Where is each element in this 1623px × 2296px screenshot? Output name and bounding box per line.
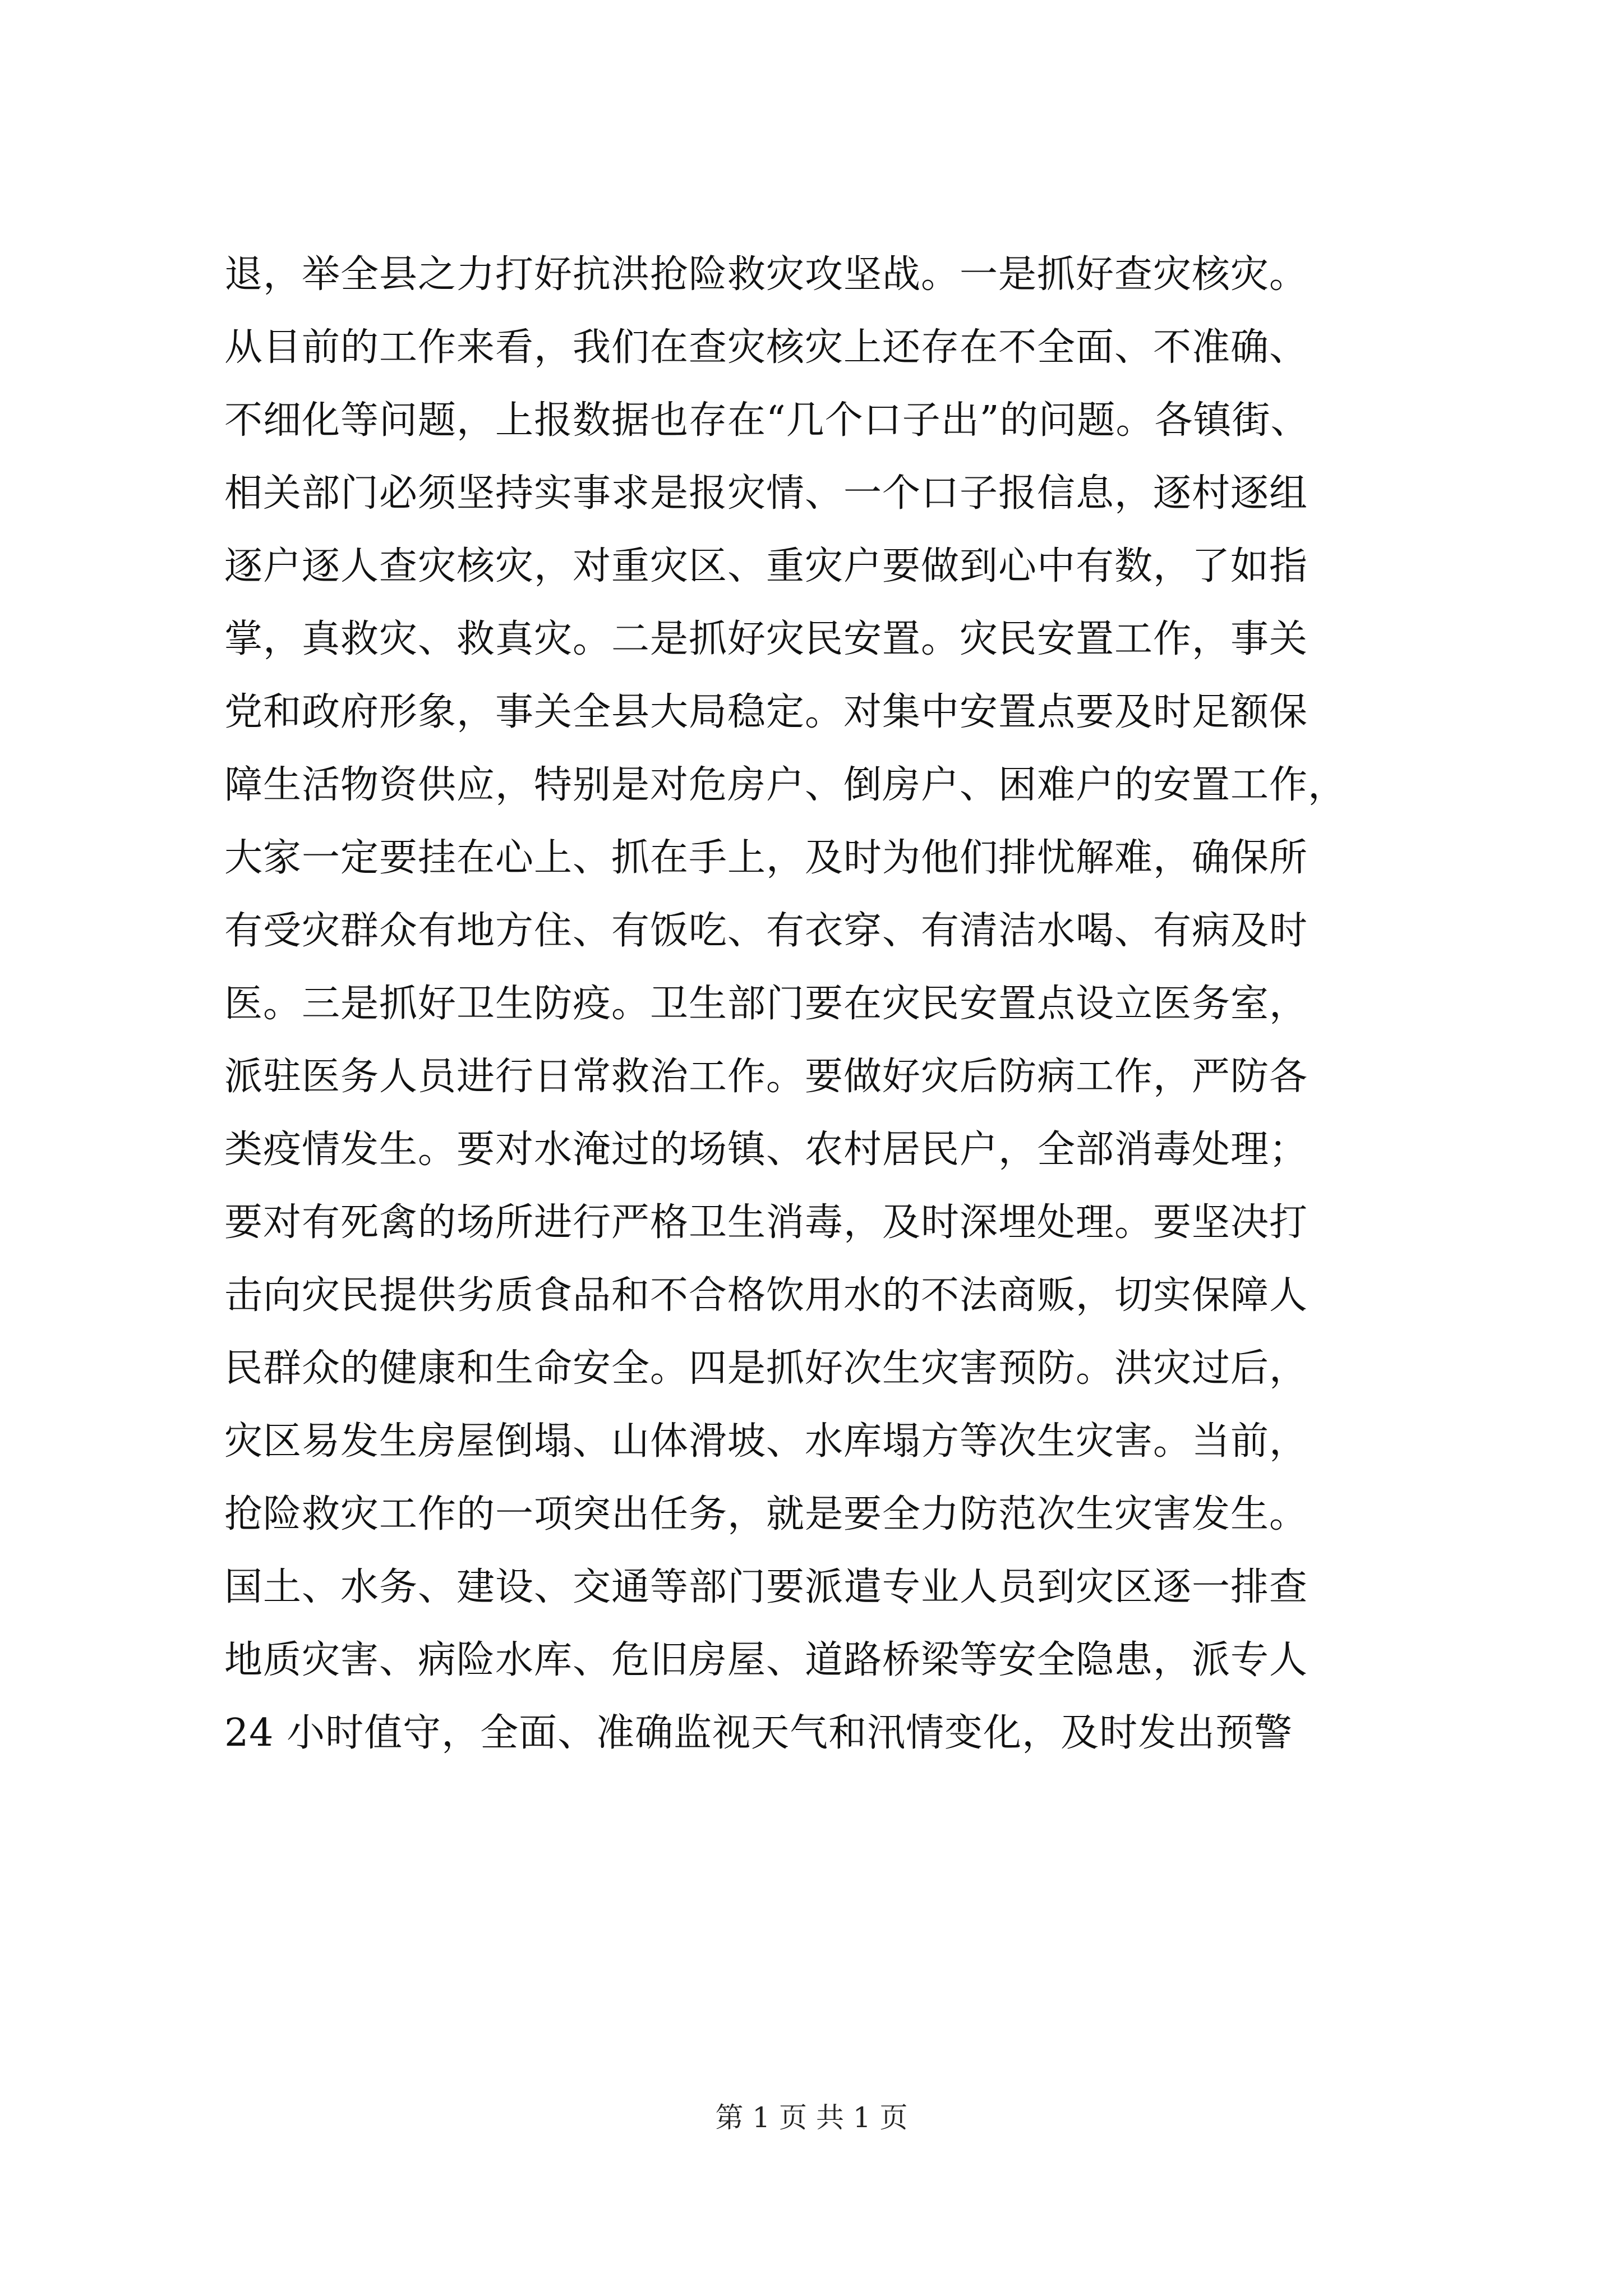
text-line: 地质灾害、病险水库、危旧房屋、道路桥梁等安全隐患，派专人 [224,1638,1308,1682]
text-line: 灾区易发生房屋倒塌、山体滑坡、水库塌方等次生灾害。当前， [224,1419,1308,1464]
text-line: 民群众的健康和生命安全。四是抓好次生灾害预防。洪灾过后， [224,1346,1308,1391]
body-text [224,238,1453,1770]
text-line: 掌，真救灾、救真灾。二是抓好灾民安置。灾民安置工作，事关 [224,617,1308,661]
text-line: 要对有死禽的场所进行严格卫生消毒，及时深埋处理。要坚决打 [224,1200,1308,1245]
text-line: 障生活物资供应，特别是对危房户、倒房户、困难户的安置工作， [224,763,1347,807]
text-line: 逐户逐人查灾核灾，对重灾区、重灾户要做到心中有数，了如指 [224,544,1308,588]
text-line: 抢险救灾工作的一项突出任务，就是要全力防范次生灾害发生。 [224,1492,1308,1536]
text-line: 党和政府形象，事关全县大局稳定。对集中安置点要及时足额保 [224,690,1308,734]
text-line: 有受灾群众有地方住、有饭吃、有衣穿、有清洁水喝、有病及时 [224,909,1308,953]
text-line: 相关部门必须坚持实事求是报灾情、一个口子报信息，逐村逐组 [224,471,1308,516]
text-line: 从目前的工作来看，我们在查灾核灾上还存在不全面、不准确、 [224,325,1308,370]
text-line: 不细化等问题，上报数据也存在“几个口子出”的问题。各镇街、 [224,398,1310,443]
text-line: 24 小时值守，全面、准确监视天气和汛情变化，及时发出预警 [224,1711,1293,1755]
text-line: 医。三是抓好卫生防疫。卫生部门要在灾民安置点设立医务室， [224,982,1308,1026]
text-line: 击向灾民提供劣质食品和不合格饮用水的不法商贩，切实保障人 [224,1273,1308,1318]
text-line: 类疫情发生。要对水淹过的场镇、农村居民户，全部消毒处理； [224,1128,1308,1172]
text-line: 退，举全县之力打好抗洪抢险救灾攻坚战。一是抓好查灾核灾。 [224,252,1308,297]
text-line: 派驻医务人员进行日常救治工作。要做好灾后防病工作，严防各 [224,1055,1308,1099]
text-line: 大家一定要挂在心上、抓在手上，及时为他们排忧解难，确保所 [224,836,1308,880]
text-line: 国土、水务、建设、交通等部门要派遣专业人员到灾区逐一排查 [224,1565,1308,1609]
page-footer: 第 1 页 共 1 页 [715,2101,908,2134]
